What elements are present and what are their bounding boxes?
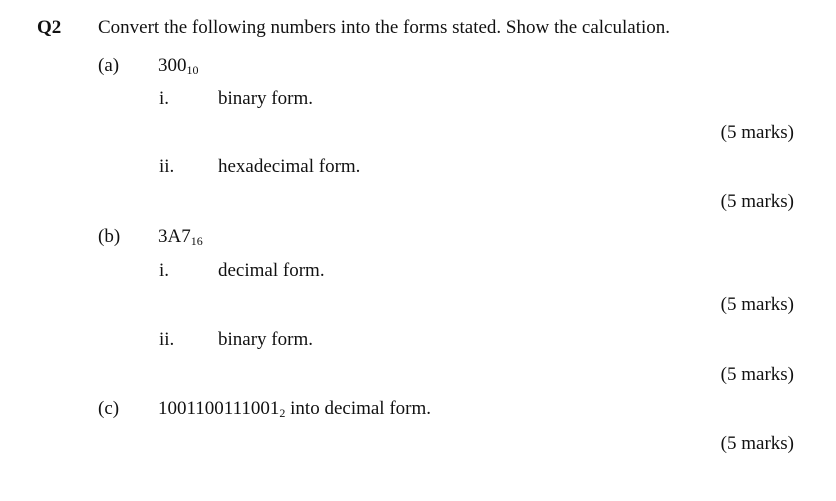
- part-c-label: (c): [98, 398, 120, 419]
- part-a-value: 300: [158, 55, 187, 76]
- part-b-i-text: decimal form.: [218, 260, 325, 281]
- part-c-value: 1001100111001: [158, 398, 280, 419]
- part-b-number: [158, 226, 203, 249]
- part-c-text: into decimal form.: [290, 398, 432, 419]
- part-a-ii-marks: (5 marks): [720, 191, 794, 212]
- part-a-ii-text: hexadecimal form.: [218, 156, 361, 177]
- part-b-ii-marks: (5 marks): [720, 364, 794, 385]
- part-b-base: 16: [190, 234, 203, 248]
- part-a-number: [158, 55, 199, 78]
- part-b-value: 3A7: [158, 226, 191, 247]
- part-b-label: (b): [98, 226, 121, 247]
- part-a-i-text: binary form.: [218, 88, 313, 109]
- part-c-line: [158, 398, 431, 421]
- part-a-i-label: i.: [159, 88, 170, 109]
- question-instruction: Convert the following numbers into the forms stated. Show the calculation.: [98, 17, 671, 38]
- part-c-marks: (5 marks): [720, 433, 794, 454]
- part-b-i-marks: (5 marks): [720, 294, 794, 315]
- part-a-label: (a): [98, 55, 120, 76]
- part-a-i-marks: (5 marks): [720, 122, 794, 143]
- part-a-base: 10: [186, 63, 199, 77]
- part-b-i-label: i.: [159, 260, 170, 281]
- part-c-base: 2: [279, 406, 286, 420]
- part-a-ii-label: ii.: [159, 156, 175, 177]
- part-b-ii-label: ii.: [159, 329, 175, 350]
- part-b-ii-text: binary form.: [218, 329, 313, 350]
- question-number: Q2: [37, 17, 62, 38]
